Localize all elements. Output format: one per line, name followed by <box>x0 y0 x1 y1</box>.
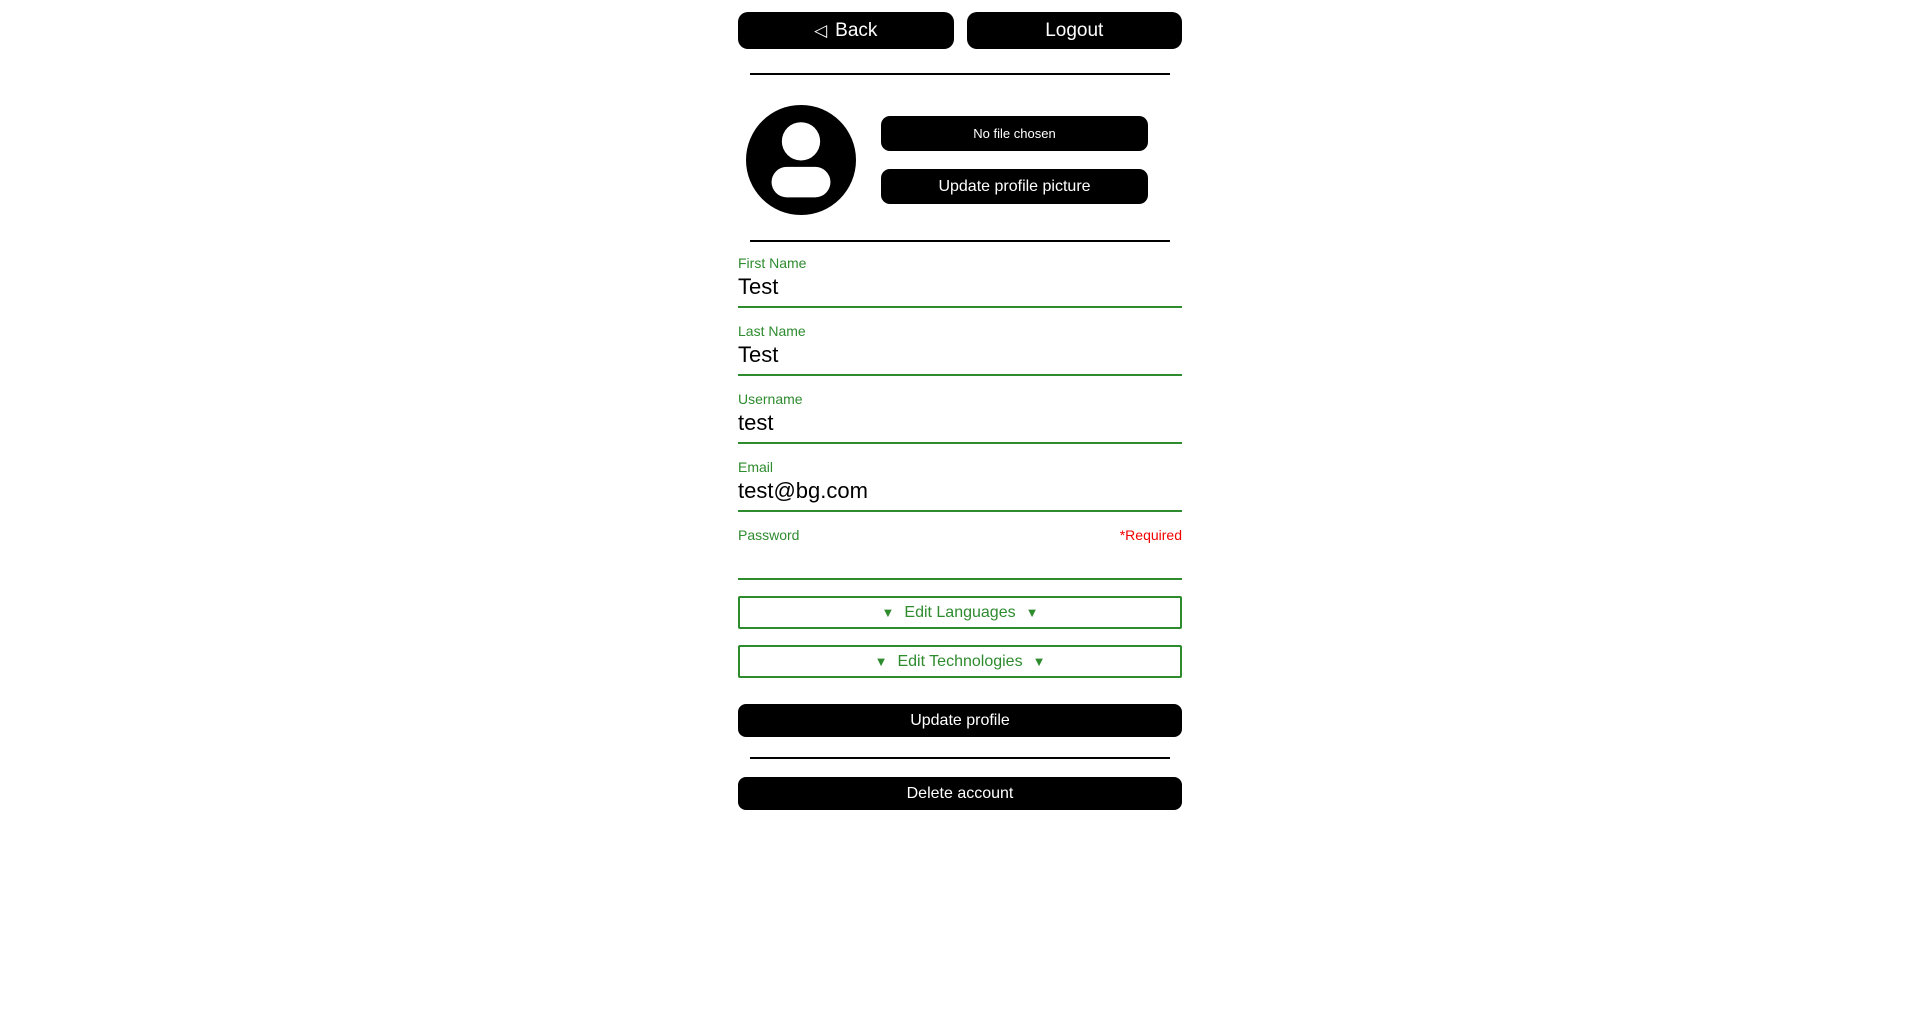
profile-page <box>738 0 1182 810</box>
edit-languages-label: Edit Languages <box>904 603 1016 621</box>
logout-button[interactable] <box>967 12 1183 49</box>
email-label: Email <box>738 459 774 475</box>
chevron-down-icon: ▼ <box>1032 654 1046 669</box>
divider <box>750 240 1170 242</box>
password-field <box>738 527 1182 580</box>
first-name-input[interactable] <box>738 272 1182 308</box>
update-profile-label: Update profile <box>910 711 1010 729</box>
required-note: *Required <box>1119 527 1182 543</box>
chevron-down-icon: ▼ <box>874 654 888 669</box>
file-input-button[interactable] <box>881 116 1148 151</box>
back-button-label: Back <box>835 19 878 41</box>
last-name-label: Last Name <box>738 323 806 339</box>
edit-technologies-button[interactable] <box>738 645 1182 678</box>
delete-account-button[interactable] <box>738 777 1182 810</box>
username-input[interactable] <box>738 408 1182 444</box>
edit-languages-button[interactable] <box>738 596 1182 629</box>
divider <box>750 73 1170 75</box>
update-picture-button[interactable] <box>881 169 1148 204</box>
first-name-field <box>738 255 1182 308</box>
back-button[interactable] <box>738 12 954 49</box>
username-field <box>738 391 1182 444</box>
divider <box>750 757 1170 759</box>
chevron-down-icon: ▼ <box>1025 605 1039 620</box>
avatar <box>746 105 856 215</box>
file-input-label: No file chosen <box>973 126 1056 141</box>
password-input[interactable] <box>738 544 1182 580</box>
password-label: Password <box>738 527 800 543</box>
email-field <box>738 459 1182 512</box>
back-arrow-icon: ◁ <box>814 20 828 40</box>
last-name-field <box>738 323 1182 376</box>
username-label: Username <box>738 391 803 407</box>
email-input[interactable] <box>738 476 1182 512</box>
picture-button-column <box>881 116 1148 204</box>
top-button-row <box>738 12 1182 49</box>
person-avatar-icon <box>746 105 856 215</box>
update-profile-button[interactable] <box>738 704 1182 737</box>
last-name-input[interactable] <box>738 340 1182 376</box>
delete-account-label: Delete account <box>906 784 1014 802</box>
first-name-label: First Name <box>738 255 807 271</box>
update-picture-label: Update profile picture <box>938 177 1091 195</box>
profile-picture-section <box>738 105 1182 215</box>
chevron-down-icon: ▼ <box>881 605 895 620</box>
logout-button-label: Logout <box>1045 19 1104 41</box>
edit-technologies-label: Edit Technologies <box>897 652 1023 670</box>
